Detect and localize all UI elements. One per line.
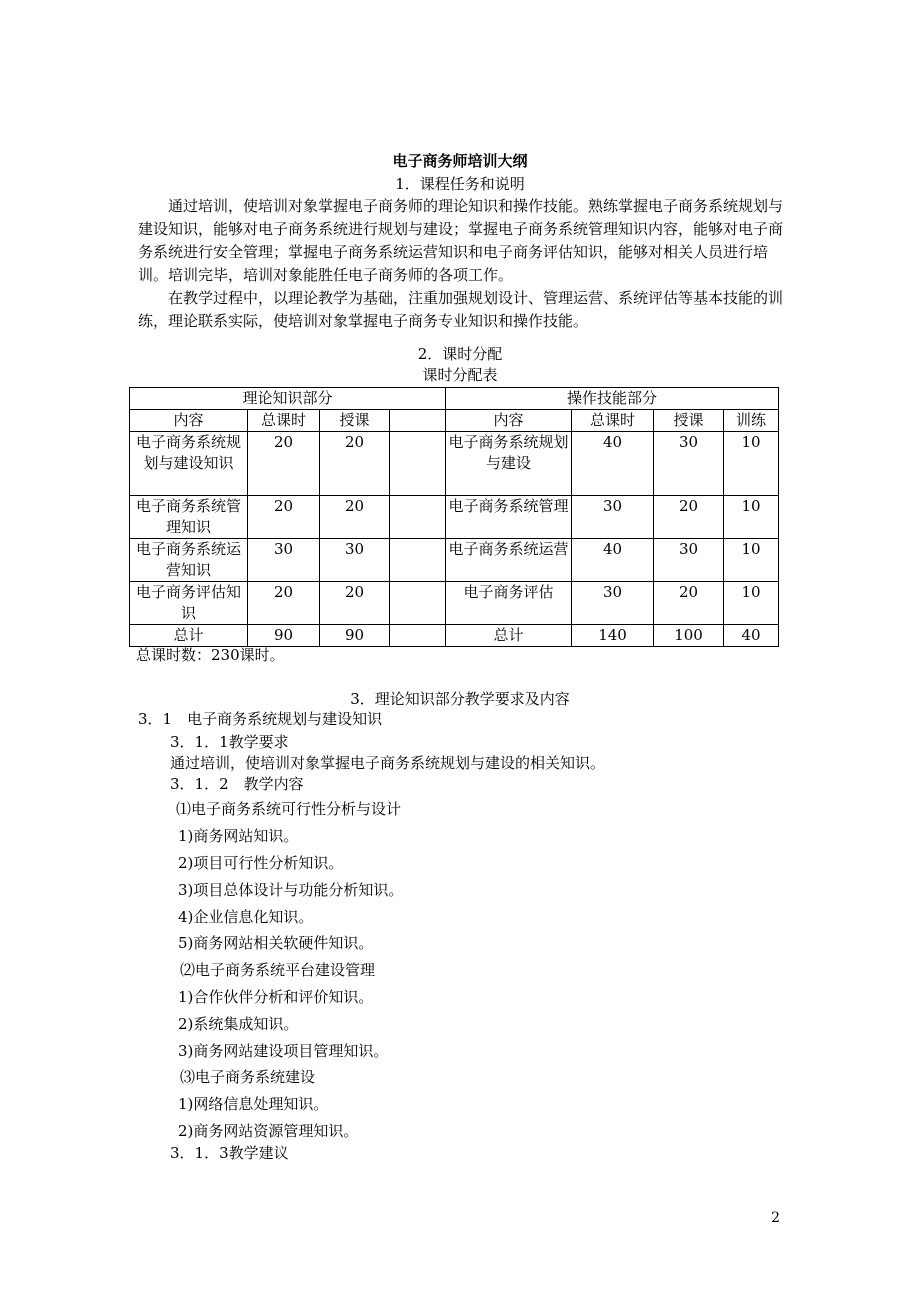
cell-practice-name: 电子商务系统规划与建设 bbox=[446, 432, 572, 496]
teaching-requirements-text: 通过培训，使培训对象掌握电子商务系统规划与建设的相关知识。 bbox=[170, 754, 606, 772]
table-row bbox=[130, 539, 779, 582]
cell-practice-lecture: 100 bbox=[654, 625, 724, 647]
th-theory-total: 总课时 bbox=[248, 410, 320, 432]
th-theory-content: 内容 bbox=[130, 410, 248, 432]
cell-theory-total: 20 bbox=[248, 582, 320, 625]
list-item: 2)商务网站资源管理知识。 bbox=[178, 1122, 359, 1140]
cell-theory-name: 电子商务系统规划与建设知识 bbox=[130, 432, 248, 496]
page-number: 2 bbox=[771, 1210, 780, 1226]
teaching-content-heading: 3．1．2 教学内容 bbox=[170, 775, 304, 793]
cell-theory-lecture: 20 bbox=[320, 496, 390, 539]
cell-practice-name: 电子商务评估 bbox=[446, 582, 572, 625]
cell-practice-lecture: 20 bbox=[654, 582, 724, 625]
cell-practice-name: 总计 bbox=[446, 625, 572, 647]
cell-practice-train: 10 bbox=[724, 496, 779, 539]
cell-practice-total: 30 bbox=[572, 496, 654, 539]
cell-theory-extra bbox=[390, 582, 446, 625]
cell-theory-lecture: 90 bbox=[320, 625, 390, 647]
cell-theory-extra bbox=[390, 539, 446, 582]
list-item: 4)企业信息化知识。 bbox=[178, 908, 314, 926]
list-item: 3)项目总体设计与功能分析知识。 bbox=[178, 881, 404, 899]
cell-theory-lecture: 20 bbox=[320, 582, 390, 625]
cell-theory-total: 20 bbox=[248, 432, 320, 496]
cell-theory-name: 电子商务系统管理知识 bbox=[130, 496, 248, 539]
section1-heading: 1．课程任务和说明 bbox=[395, 175, 525, 193]
table-caption: 课时分配表 bbox=[422, 366, 498, 384]
cell-theory-lecture: 20 bbox=[320, 432, 390, 496]
group-practice: 操作技能部分 bbox=[446, 388, 779, 410]
cell-practice-train: 10 bbox=[724, 582, 779, 625]
list-item: 2)系统集成知识。 bbox=[178, 1015, 299, 1033]
cell-theory-total: 20 bbox=[248, 496, 320, 539]
table-column-header-row bbox=[130, 410, 779, 432]
cell-practice-train: 10 bbox=[724, 539, 779, 582]
cell-theory-name: 电子商务评估知识 bbox=[130, 582, 248, 625]
group-theory: 理论知识部分 bbox=[130, 388, 446, 410]
cell-practice-total: 40 bbox=[572, 539, 654, 582]
doc-title: 电子商务师培训大纲 bbox=[392, 152, 528, 170]
content-group-1: ⑴电子商务系统可行性分析与设计 bbox=[176, 800, 402, 818]
section1-paragraph-2: 在教学过程中，以理论教学为基础，注重加强规划设计、管理运营、系统评估等基本技能的训练，理论联系实际，使培训对象掌握电子商务专业知识和操作技能。 bbox=[138, 289, 784, 330]
th-practice-train: 训练 bbox=[724, 410, 779, 432]
teaching-advice-heading: 3．1．3教学建议 bbox=[170, 1144, 289, 1162]
th-practice-lecture: 授课 bbox=[654, 410, 724, 432]
cell-practice-name: 电子商务系统运营 bbox=[446, 539, 572, 582]
cell-practice-total: 30 bbox=[572, 582, 654, 625]
cell-practice-total: 140 bbox=[572, 625, 654, 647]
cell-theory-extra bbox=[390, 625, 446, 647]
section1-paragraph-1: 通过培训，使培训对象掌握电子商务师的理论知识和操作技能。熟练掌握电子商务系统规划与建设知识，能够对电子商务系统进行规划与建设；掌握电子商务系统管理知识内容，能够对电子商务系统进行安全管理；掌握电子商务系统运营知识和电子商务评估知识，能够对相关人员进行培训。培训完毕，培训对象能胜任电子商务师的各项工作。 bbox=[138, 197, 784, 284]
cell-theory-total: 30 bbox=[248, 539, 320, 582]
table-row bbox=[130, 432, 779, 496]
cell-practice-train: 40 bbox=[724, 625, 779, 647]
list-item: 2)项目可行性分析知识。 bbox=[178, 854, 344, 872]
section2-heading: 2．课时分配 bbox=[417, 345, 503, 363]
cell-practice-train: 10 bbox=[724, 432, 779, 496]
content-group-3: ⑶电子商务系统建设 bbox=[180, 1068, 316, 1086]
table-group-header-row bbox=[130, 388, 779, 410]
list-item: 1)商务网站知识。 bbox=[178, 827, 299, 845]
total-hours-note: 总课时数：230课时。 bbox=[136, 646, 285, 664]
cell-practice-lecture: 30 bbox=[654, 432, 724, 496]
cell-theory-lecture: 30 bbox=[320, 539, 390, 582]
cell-theory-name: 总计 bbox=[130, 625, 248, 647]
cell-theory-extra bbox=[390, 432, 446, 496]
th-practice-content: 内容 bbox=[446, 410, 572, 432]
teaching-requirements-heading: 3．1．1教学要求 bbox=[170, 733, 289, 751]
cell-practice-lecture: 20 bbox=[654, 496, 724, 539]
cell-practice-total: 40 bbox=[572, 432, 654, 496]
cell-theory-total: 90 bbox=[248, 625, 320, 647]
content-group-2: ⑵电子商务系统平台建设管理 bbox=[180, 961, 376, 979]
table-row bbox=[130, 582, 779, 625]
section3-1-heading: 3．1 电子商务系统规划与建设知识 bbox=[138, 710, 383, 728]
cell-practice-name: 电子商务系统管理 bbox=[446, 496, 572, 539]
hours-table bbox=[129, 387, 779, 647]
table-row bbox=[130, 496, 779, 539]
cell-practice-lecture: 30 bbox=[654, 539, 724, 582]
cell-theory-name: 电子商务系统运营知识 bbox=[130, 539, 248, 582]
list-item: 5)商务网站相关软硬件知识。 bbox=[178, 934, 374, 952]
th-theory-extra bbox=[390, 410, 446, 432]
th-practice-total: 总课时 bbox=[572, 410, 654, 432]
list-item: 1)合作伙伴分析和评价知识。 bbox=[178, 988, 374, 1006]
th-theory-lecture: 授课 bbox=[320, 410, 390, 432]
cell-theory-extra bbox=[390, 496, 446, 539]
section3-heading: 3．理论知识部分教学要求及内容 bbox=[350, 690, 570, 708]
section1-body bbox=[138, 195, 783, 333]
list-item: 1)网络信息处理知识。 bbox=[178, 1095, 329, 1113]
list-item: 3)商务网站建设项目管理知识。 bbox=[178, 1042, 389, 1060]
